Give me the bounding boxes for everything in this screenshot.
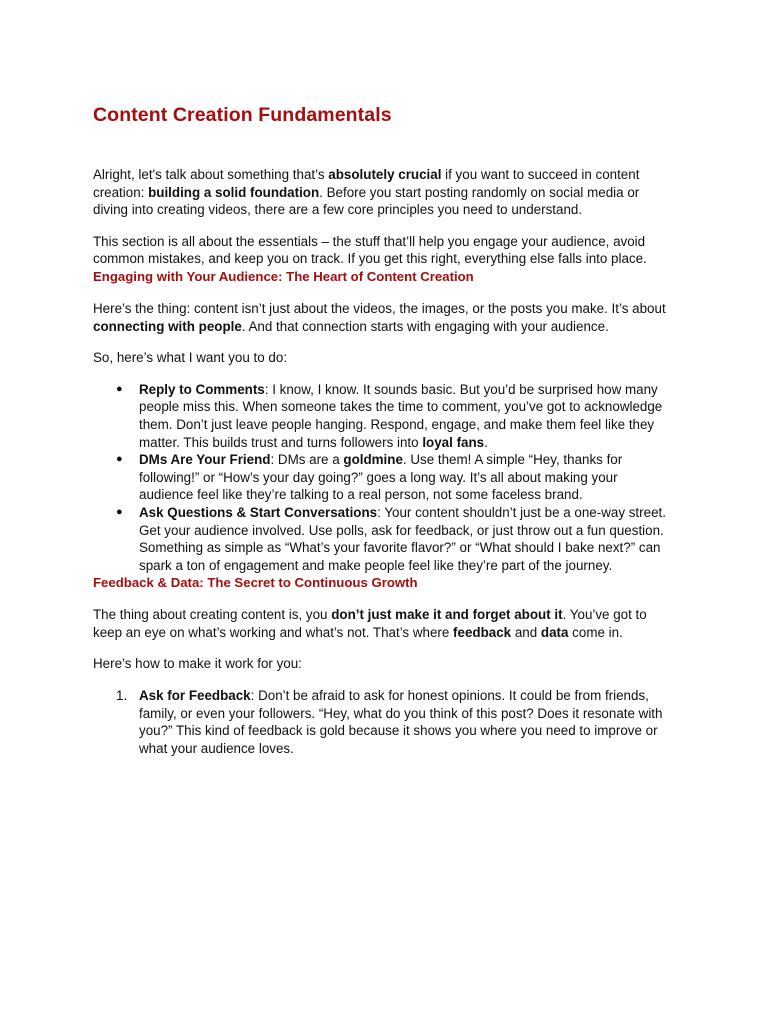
bold-text: absolutely crucial [328, 167, 442, 182]
text-run: if you want to succeed in content creation: [93, 167, 640, 200]
bullet-marker: ● [116, 505, 123, 518]
bold-text: data [540, 624, 569, 640]
page-title: Content Creation Fundamentals [93, 104, 392, 126]
section1-paragraph-1 [93, 300, 675, 335]
bold-text: feedback [453, 624, 512, 640]
numbered-list [93, 687, 675, 757]
intro-paragraph-1 [93, 166, 675, 219]
text-run: The thing about creating content is, you [93, 607, 332, 623]
bullet-list [93, 381, 675, 575]
text-run: . And that connection starts with engaging with your audience. [241, 318, 609, 334]
bold-text: loyal fans [422, 434, 485, 450]
list-number: 1. [116, 688, 128, 704]
bold-text: don’t just make it and forget about it [331, 607, 563, 623]
list-item-lead: DMs Are Your Friend [139, 452, 271, 468]
section2-paragraph-1 [93, 606, 675, 641]
text-run: Alright, let's talk about something that’s [93, 167, 329, 182]
list-item [116, 451, 675, 504]
bold-text: connecting with people [93, 318, 242, 334]
bold-text: building a solid foundation [148, 184, 320, 200]
list-item [116, 504, 675, 574]
list-item-lead: Ask for Feedback [139, 688, 251, 704]
intro-paragraph-2: This section is all about the essentials – the stuff that’ll help you engage your audience, avoid common mistakes, and keep you on track. If you get this right, everything else falls into place. [93, 233, 647, 267]
text-run: and [511, 624, 541, 640]
text-run: : Don’t be afraid to ask for honest opinions. It could be from friends, family, or even your followers. “Hey, what do you think of this post? Does it resonate with you?” This kind of feedback is gold because it shows you where you need to improve or what your audience loves. [139, 688, 663, 756]
text-run: come in. [568, 624, 623, 640]
bullet-marker: ● [116, 382, 123, 395]
list-item-lead: Reply to Comments [139, 381, 265, 397]
list-item [116, 687, 675, 757]
text-run: Here’s the thing: content isn’t just about the videos, the images, or the posts you make. It’s about [93, 300, 666, 316]
bold-text: goldmine [343, 452, 403, 468]
bullet-marker: ● [116, 453, 123, 466]
list-item [116, 381, 675, 451]
text-run: . You’ve got to keep an eye on what’s working and what’s not. That’s where [93, 607, 647, 640]
text-run: . Use them! A simple “Hey, thanks for following!” or “How’s your day going?” goes a long way. It’s all about making your audience feel like they’re talking to a real person, not some faceless brand. [139, 452, 623, 503]
document-body [93, 102, 675, 757]
text-run: : I know, I know. It sounds basic. But you’d be surprised how many people miss this. When someone takes the time to comment, you’ve got to acknowledge them. Don’t just leave people hanging. Respond, engage, and make them feel like they matter. This builds trust and turns followers into [139, 381, 663, 450]
text-run: . Before you start posting randomly on social media or diving into creating videos, there are a few core principles you need to understand. [93, 184, 640, 218]
text-run: : Your content shouldn’t just be a one-way street. Get your audience involved. Use polls, ask for feedback, or just throw out a fun question. Something as simple as “What’s your favorite flavor?” or “What should I bake next?” can spark a ton of engagement and make people feel like they’re part of the journey. [139, 504, 666, 573]
list-item-lead: Ask Questions & Start Conversations [139, 504, 378, 520]
section1-paragraph-2: So, here’s what I want you to do: [93, 350, 288, 366]
section2-paragraph-2: Here’s how to make it work for you: [93, 656, 302, 672]
section-heading-feedback: Feedback & Data: The Secret to Continuous Growth [93, 575, 418, 591]
section-heading-engaging: Engaging with Your Audience: The Heart of Content Creation [93, 268, 474, 284]
text-run: . [484, 434, 488, 450]
text-run: : DMs are a [270, 452, 344, 468]
